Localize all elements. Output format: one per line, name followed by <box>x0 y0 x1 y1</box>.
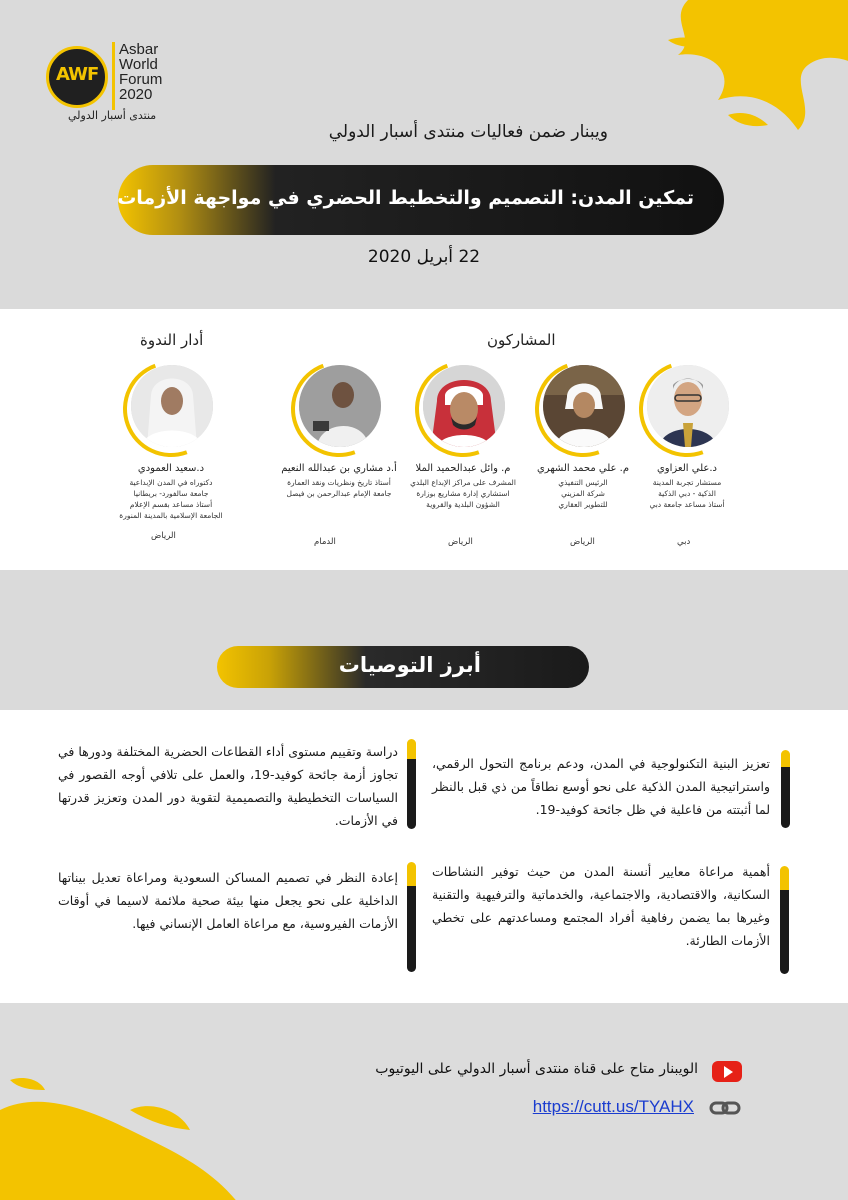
header-band <box>0 0 848 309</box>
speaker-photo <box>131 365 213 447</box>
bio-line: جامعة سالفورد- بريطانيا <box>133 489 209 498</box>
speaker-card <box>98 361 244 521</box>
youtube-icon <box>712 1061 742 1082</box>
speaker-photo-frame <box>639 361 735 457</box>
bio-line: مستشار تجربة المدينة <box>652 478 722 487</box>
speaker-name: د.سعيد العمودي <box>137 463 205 474</box>
bio-line: أستاذ تاريخ ونظريات ونقد العمارة <box>287 478 391 487</box>
title-banner <box>118 165 724 235</box>
youtube-availability-text: الويبنار متاح على قناة منتدى أسبار الدولي على اليوتيوب <box>375 1061 698 1077</box>
bio-line: الرئيس التنفيذي <box>558 478 608 487</box>
logo-line: Asbar <box>119 41 159 58</box>
bio-line: دكتوراه في المدن الإبداعية <box>129 478 213 487</box>
speaker-city: دبي <box>677 537 691 547</box>
recommendation-item: دراسة وتقييم مستوى أداء القطاعات الحضرية المختلفة ودورها في تجاوز أزمة جائحة كوفيد-19، والعمل على تلافي أوجه القصور في السياسات التخطيطية والتصميمية لتقوية دور المدن وتعزيز قدرتها في الأزمات. <box>58 744 398 828</box>
link-icon <box>709 1100 741 1116</box>
logo-line: 2020 <box>119 86 153 103</box>
forum-logo <box>46 42 176 122</box>
speaker-photo <box>647 365 729 447</box>
bio-line: أستاذ مساعد بقسم الإعلام <box>129 500 213 509</box>
recommendation-item: إعادة النظر في تصميم المساكن السعودية ومراعاة تعديل بيناتها الداخلية على نحو يجعل منها بيئة صحية ملائمة لاسيما في أوقات الأزمات الفيروسية، مع مراعاة العامل الإنساني فيها. <box>58 870 398 931</box>
bio-line: شركة المزيني <box>561 489 605 498</box>
bio-line: للتطوير العقاري <box>558 500 608 509</box>
recommendations-banner <box>217 646 589 688</box>
page-title: تمكين المدن: التصميم والتخطيط الحضري في مواجهة الأزمات <box>117 187 694 209</box>
logo-line: Forum <box>119 71 163 88</box>
recommendation-item: أهمية مراعاة معايير أنسنة المدن من حيث توفير النشاطات السكانية، والاقتصادية، والاجتماعية، والخدماتية والترفيهية والتقنية وغيرها بما يضمن رفاهية أفراد المجتمع ومساعدتهم على تخطي الأزمات الطارئة. <box>432 864 770 948</box>
speaker-bio <box>98 477 244 521</box>
bio-line: استشاري إدارة مشاريع بوزارة <box>416 489 510 498</box>
bio-line: أستاذ مساعد جامعة دبي <box>649 500 725 509</box>
logo-mark: AWF <box>56 64 99 85</box>
recommendations-list <box>0 710 848 1003</box>
speaker-photo-frame <box>123 361 219 457</box>
logo-arabic: منتدى أسبار الدولي <box>68 109 157 122</box>
logo-divider <box>112 42 115 110</box>
recommendation-marker <box>407 739 416 829</box>
moderator-label: أدار الندوة <box>140 331 204 349</box>
recommendation-marker <box>780 866 789 974</box>
event-date: 22 أبريل 2020 <box>367 247 481 267</box>
participants-label: المشاركون <box>487 331 556 349</box>
speakers-section <box>0 309 848 570</box>
speaker-photo-frame <box>291 361 387 457</box>
speaker-bio <box>614 477 760 510</box>
recommendation-marker <box>781 750 790 828</box>
bio-line: جامعة الإمام عبدالرحمن بن فيصل <box>286 489 392 498</box>
speaker-photo <box>299 365 381 447</box>
speaker-photo-frame <box>415 361 511 457</box>
speaker-name: أ.د مشاري بن عبدالله النعيم <box>281 463 397 474</box>
footer-band <box>0 1003 848 1200</box>
speaker-name: م. وائل عبدالحميد الملا <box>415 463 511 474</box>
speaker-city: الرياض <box>151 531 176 541</box>
speaker-city: الرياض <box>448 537 473 547</box>
recommendations-heading: أبرز التوصيات <box>338 653 481 677</box>
youtube-link[interactable]: https://cutt.us/TYAHX <box>532 1097 694 1116</box>
intro-text: ويبنار ضمن فعاليات منتدى أسبار الدولي <box>328 122 608 142</box>
bio-line: الجامعة الإسلامية بالمدينة المنورة <box>119 511 223 520</box>
bio-line: المشرف على مراكز الإبداع البلدي <box>410 478 516 487</box>
speaker-name: م. علي محمد الشهري <box>536 463 630 474</box>
speaker-card <box>614 361 760 510</box>
speaker-name: د.علي العزاوي <box>656 463 718 474</box>
paint-splash-decoration <box>628 0 848 150</box>
recommendation-marker <box>407 862 416 972</box>
speaker-photo <box>543 365 625 447</box>
speaker-city: الرياض <box>570 537 595 547</box>
bio-line: الشؤون البلدية والقروية <box>426 500 500 509</box>
logo-wordmark <box>119 42 189 102</box>
speaker-photo <box>423 365 505 447</box>
speaker-city: الدمام <box>314 537 336 547</box>
recommendation-item: تعزيز البنية التكنولوجية في المدن، ودعم برنامج التحول الرقمي، واستراتيجية المدن الذكية على نحو أوسع نطاقاً من ذي قبل بالنظر لما أثبتته من فاعلية في ظل جائحة كوفيد-19. <box>432 756 770 817</box>
paint-splash-decoration <box>0 1050 250 1200</box>
bio-line: الذكية - دبي الذكية <box>658 489 716 498</box>
logo-line: World <box>119 56 158 73</box>
recommendations-heading-band <box>0 570 848 710</box>
